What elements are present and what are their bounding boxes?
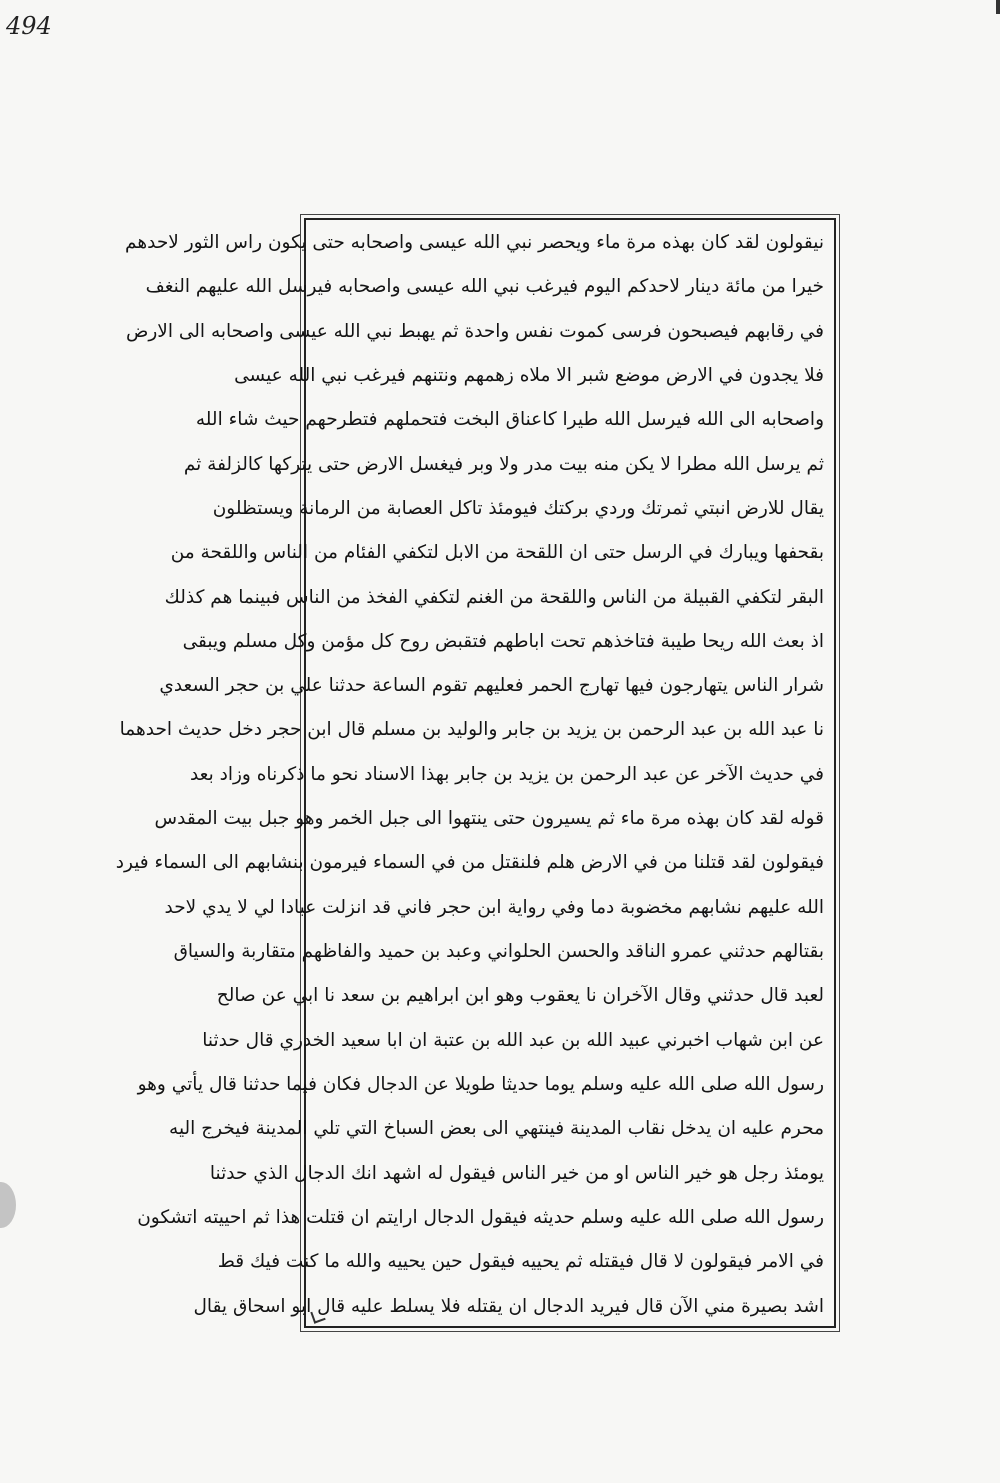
manuscript-line: اشد بصيرة مني الآن قال فيريد الدجال ان يقتله فلا يسلط عليه قال ابو اسحاق يقال [193,1295,824,1317]
manuscript-line: لعبد قال حدثني وقال الآخران نا يعقوب وهو ابن ابراهيم بن سعد نا ابي عن صالح [216,985,824,1007]
manuscript-line: فيقولون لقد قتلنا من في الارض هلم فلنقتل من في السماء فيرمون بنشابهم الى السماء فيرد [115,852,824,874]
manuscript-line: واصحابه الى الله فيرسل الله طيرا كاعناق البخت فتحملهم فتطرحهم حيث شاء الله [195,409,824,431]
manuscript-line: خيرا من مائة دينار لاحدكم اليوم فيرغب نبي الله عيسى واصحابه فيرسل الله عليهم النغف [145,276,824,298]
page-number: 494 [6,12,52,40]
manuscript-line: يومئذ رجل هو خير الناس او من خير الناس فيقول له اشهد انك الدجال الذي حدثنا [209,1162,824,1184]
manuscript-line: بقتالهم حدثني عمرو الناقد والحسن الحلواني وعبد بن حميد والفاظهم متقاربة والسياق [173,941,824,962]
manuscript-line: ثم يرسل الله مطرا لا يكن منه بيت مدر ولا وبر فيغسل الارض حتى يتركها كالزلفة ثم [183,453,824,475]
manuscript-line: نا عبد الله بن عبد الرحمن بن يزيد بن جابر والوليد بن مسلم قال ابن حجر دخل حديث احدهما [119,719,824,741]
manuscript-line: رسول الله صلى الله عليه وسلم يوما حديثا طويلا عن الدجال فكان فيما حدثنا قال يأتي وهو [137,1073,824,1095]
edge-mark [996,0,1000,14]
manuscript-line: نيقولون لقد كان بهذه مرة ماء ويحصر نبي الله عيسى واصحابه حتى يكون راس الثور لاحدهم [125,232,824,253]
manuscript-line: فلا يجدون في الارض موضع شبر الا ملاه زهمهم ونتنهم فيرغب نبي الله عيسى [234,364,824,386]
manuscript-text-frame [115,218,836,1328]
binding-shadow-mark [0,1182,16,1228]
manuscript-line: محرم عليه ان يدخل نقاب المدينة فينتهي الى بعض السباخ التي تلي المدينة فيخرج اليه [169,1118,824,1140]
manuscript-line: في رقابهم فيصبحون فرسى كموت نفس واحدة ثم يهبط نبي الله عيسى واصحابه الى الارض [126,320,824,342]
manuscript-line: اذ بعث الله ريحا طيبة فتاخذهم تحت اباطهم فتقبض روح كل مؤمن وكل مسلم ويبقى [182,630,824,652]
manuscript-line: عن ابن شهاب اخبرني عبيد الله بن عبد الله بن عتبة ان ابا سعيد الخدري قال حدثنا [202,1029,824,1051]
manuscript-line: في الامر فيقولون لا قال فيقتله ثم يحييه فيقول حين يحييه والله ما كنت فيك قط [217,1251,824,1273]
manuscript-line: الله عليهم نشابهم مخضوبة دما وفي رواية ابن حجر فاني قد انزلت عبادا لي لا يدي لاحد [164,896,824,918]
manuscript-line: قوله لقد كان بهذه مرة ماء ثم يسيرون حتى ينتهوا الى جبل الخمر وهو جبل بيت المقدس [154,808,824,830]
manuscript-line: بقحفها ويبارك في الرسل حتى ان اللقحة من الابل لتكفي الفئام من الناس واللقحة من [170,542,824,564]
manuscript-line: يقال للارض انبتي ثمرتك وردي بركتك فيومئذ تاكل العصابة من الرمانة ويستظلون [212,497,824,519]
manuscript-line: رسول الله صلى الله عليه وسلم حديثه فيقول الدجال ارايتم ان قتلت هذا ثم احييته اتشكون [137,1206,824,1228]
manuscript-text-block [115,232,824,1317]
manuscript-line: شرار الناس يتهارجون فيها تهارج الحمر فعليهم تقوم الساعة حدثنا علي بن حجر السعدي [159,675,824,697]
manuscript-line: في حديث الآخر عن عبد الرحمن بن يزيد بن جابر بهذا الاسناد نحو ما ذكرناه وزاد بعد [189,763,824,785]
manuscript-line: البقر لتكفي القبيلة من الناس واللقحة من الغنم لتكفي الفخذ من الناس فبينما هم كذلك [164,586,824,608]
